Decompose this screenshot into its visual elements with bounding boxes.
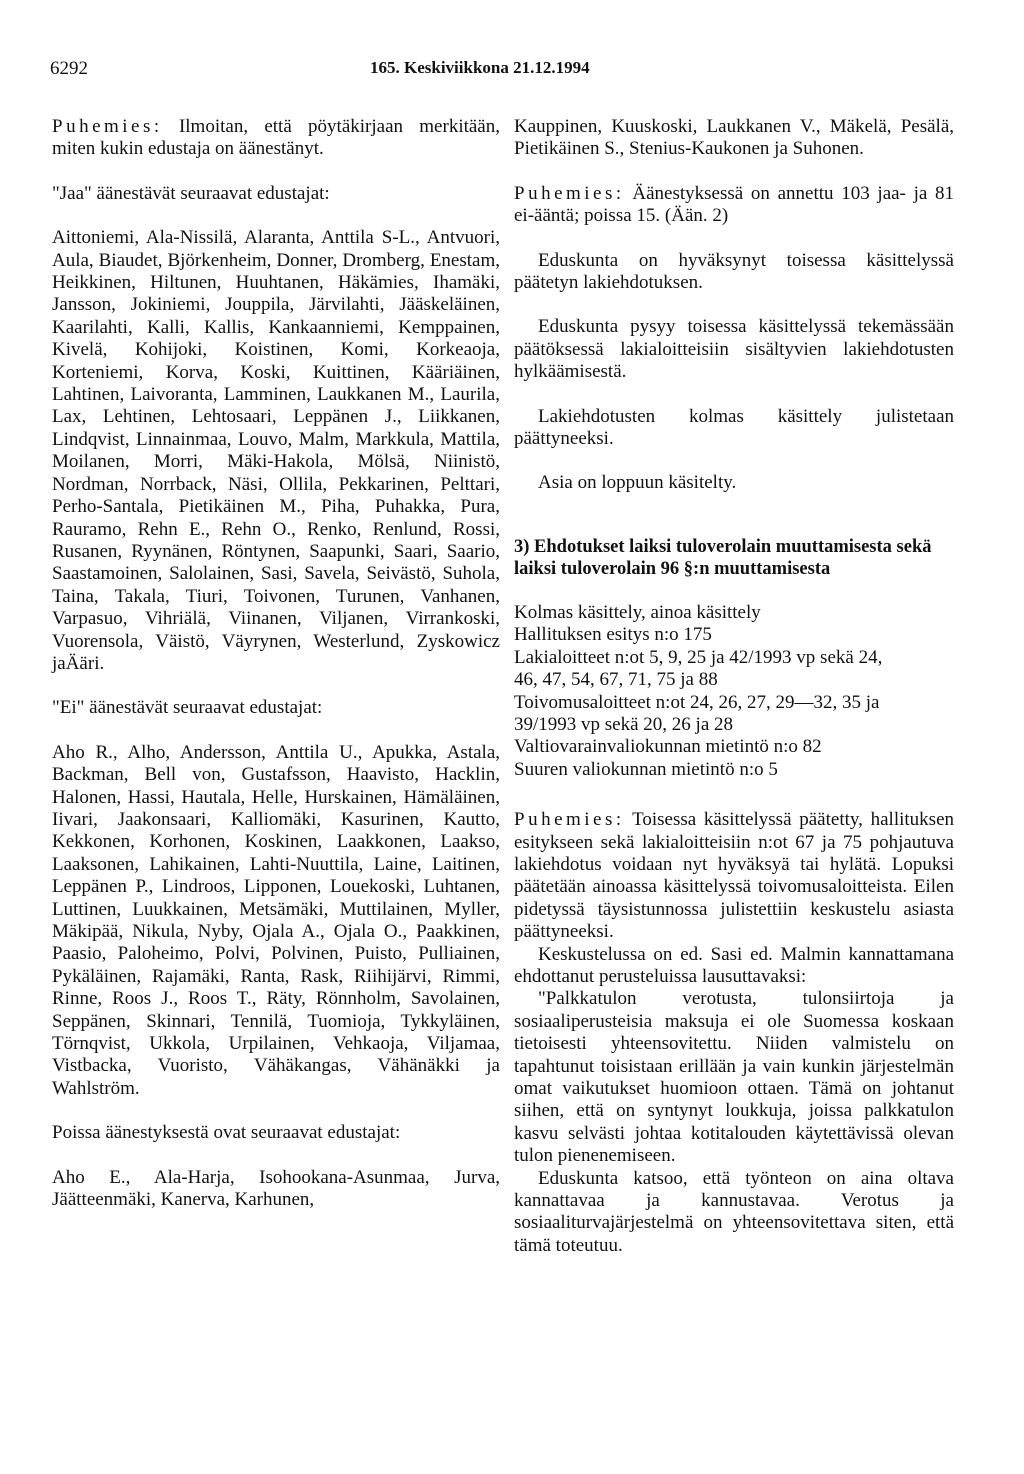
speaker-label: Puhemies: [514,809,625,831]
list-item: 39/1993 vp sekä 20, 26 ja 28 [514,713,734,735]
paragraph-keskustelussa: Keskustelussa on ed. Sasi ed. Malmin kannattamana ehdottanut perusteluissa lausuttavaksi: [514,943,954,987]
ei-list: Aho R., Alho, Andersson, Anttila U., Apukka, Astala, Backman, Bell von, Gustafsson, Haavisto, Hacklin, Halonen, Hassi, Hautala, Helle, Hurskainen, Hämäläinen, Iivari, Jaakonsaari, Kalliomäki, Kasurinen, Kautto, Kekkonen, Korhonen, Koskinen, Laakkonen, Laakso, Laaksonen, Lahikainen, Lahti-Nuuttila, Laine, Laitinen, Leppänen P., Lindroos, Lipponen, Louekoski, Luhtanen, Luttinen, Luukkainen, Metsämäki, Muttilainen, Myller, Mäkipää, Nikula, Nyby, Ojala A., Ojala O., Paakkinen, Paasio, Paloheimo, Polvi, Polvinen, Puisto, Pulliainen, Pykäläinen, Rajamäki, Ranta, Rask, Riihijärvi, Rimmi, Rinne, Roos J., Roos T., Räty, Rönnholm, Savolainen, Seppänen, Skinnari, Tennilä, Tuomioja, Tykkyläinen, Törnqvist, Ukkola, Urpilainen, Vehkaoja, Viljamaa, Vistbacka, Vuoristo, Vähäkangas, Vähänäkki ja Wahlström. [52,741,500,1099]
list-item: Suuren valiokunnan mietintö n:o 5 [514,758,778,780]
speaker-paragraph-2 [514,809,954,943]
jaa-heading: "Jaa" äänestävät seuraavat edustajat: [52,182,330,204]
speaker-label: Puhemies: [52,116,163,137]
poissa-list: Aho E., Ala-Harja, Isohookana-Asunmaa, Jurva, Jäätteenmäki, Kanerva, Karhunen, [52,1166,500,1211]
list-item: Valtiovarainvaliokunnan mietintö n:o 82 [514,736,822,758]
paragraph-katsoo: Eduskunta katsoo, että työnteon on aina oltava kannattavaa ja kannustavaa. Verotus ja sosiaaliturvajärjestelmä on yhteensovitettava siten, että tämä toteutuu. [514,1167,954,1256]
vote-result-paragraph [514,183,954,228]
session-header: 165. Keskiviikkona 21.12.1994 [370,58,590,77]
speaker-label: Puhemies: [514,182,625,204]
section-heading: 3) Ehdotukset laiksi tuloverolain muuttamisesta sekä laiksi tuloverolain 96 §:n muuttamisesta [514,536,932,579]
speaker-text: Toisessa käsittelyssä päätetty, hallituksen esitykseen sekä lakialoitteisiin n:ot 67 ja 75 pohjautuva lakiehdotus voidaan nyt hyväksyä tai hylätä. Lopuksi päätetään ainoassa käsittelyssä toivomusaloitteista. Eilen pidetyssä täysistunnossa julistettiin keskustelu asiasta päättyneeksi. [514,809,954,943]
paragraph-quote: "Palkkatulon verotusta, tulonsiirtoja ja sosiaaliperusteisia maksuja ei ole Suomessa koskaan tietoisesti yhteensovitettu. Niiden valmistelu on tapahtunut toisistaan erillään ja vain kunkin järjestelmän omat vaikutukset huomioon ottaen. Tämä on johtanut siihen, että on syntynyt loukkuja, joissa palkkatulon kasvu selvästi johtaa kotitalouden käytettävissä olevan tulon pienenemiseen. [514,988,954,1167]
jaa-list: Aittoniemi, Ala-Nissilä, Alaranta, Anttila S-L., Antvuori, Aula, Biaudet, Björkenheim, Donner, Dromberg, Enestam, Heikkinen, Hiltunen, Huuhtanen, Häkämies, Ihamäki, Jansson, Jokiniemi, Jouppila, Järvilahti, Jääskeläinen, Kaarilahti, Kalli, Kallis, Kankaanniemi, Kemppainen, Kivelä, Kohijoki, Koistinen, Komi, Korkeaoja, Korteniemi, Korva, Koski, Kuittinen, Kääriäinen, Lahtinen, Laivoranta, Lamminen, Laukkanen M., Laurila, Lax, Lehtinen, Lehtosaari, Leppänen J., Liikkanen, Lindqvist, Linnainmaa, Louvo, Malm, Markkula, Mattila, Moilanen, Morri, Mäki-Hakola, Mölsä, Niinistö, Nordman, Norrback, Näsi, Ollila, Pekkarinen, Pelttari, Perho-Santala, Pietikäinen M., Piha, Puhakka, Pura, Rauramo, Rehn E., Rehn O., Renko, Renlund, Rossi, Rusanen, Ryynänen, Röntynen, Saapunki, Saari, Saario, Saastamoinen, Salolainen, Sasi, Savela, Seivästö, Suhola, Taina, Takala, Tiuri, Toivonen, Turunen, Vanhanen, Varpasuo, Vihriälä, Viinanen, Viljanen, Virrankoski, Vuorensola, Väistö, Väyrynen, Westerlund, Zyskowicz jaÄäri. [52,227,500,674]
paragraph-kolmas: Lakiehdotusten kolmas käsittely julistetaan päättyneeksi. [514,405,954,450]
list-item: Lakialoitteet n:ot 5, 9, 25 ja 42/1993 vp sekä 24, [514,646,883,668]
list-item: Kolmas käsittely, ainoa käsittely [514,601,761,623]
list-item: 46, 47, 54, 67, 71, 75 ja 88 [514,669,718,691]
speaker-paragraph-1 [52,116,500,161]
ei-heading: "Ei" äänestävät seuraavat edustajat: [52,697,323,719]
speaker-text: Ilmoitan, että pöytäkirjaan merkitään, miten kukin edustaja on äänestänyt. [52,116,500,160]
paragraph-hyvaksynyt: Eduskunta on hyväksynyt toisessa käsittelyssä päätetyn lakiehdotuksen. [514,249,954,294]
poissa-heading: Poissa äänestyksestä ovat seuraavat edustajat: [52,1122,401,1144]
paragraph-loppuun: Asia on loppuun käsitelty. [538,472,737,494]
page-number: 6292 [50,58,88,79]
poissa-list-continued: Kauppinen, Kuuskoski, Laukkanen V., Mäkelä, Pesälä, Pietikäinen S., Stenius-Kaukonen ja Suhonen. [514,116,954,160]
document-list [514,602,954,781]
list-item: Toivomusaloitteet n:ot 24, 26, 27, 29—32, 35 ja [514,691,880,713]
left-column [52,116,500,1211]
paragraph-pysyy: Eduskunta pysyy toisessa käsittelyssä tekemässään päätöksessä lakialoitteisiin sisältyvien lakiehdotusten hylkäämisestä. [514,316,954,383]
right-column [514,116,954,1257]
vote-result-text: Äänestyksessä on annettu 103 jaa- ja 81 ei-ääntä; poissa 15. (Ään. 2) [514,182,954,227]
list-item: Hallituksen esitys n:o 175 [514,624,712,646]
